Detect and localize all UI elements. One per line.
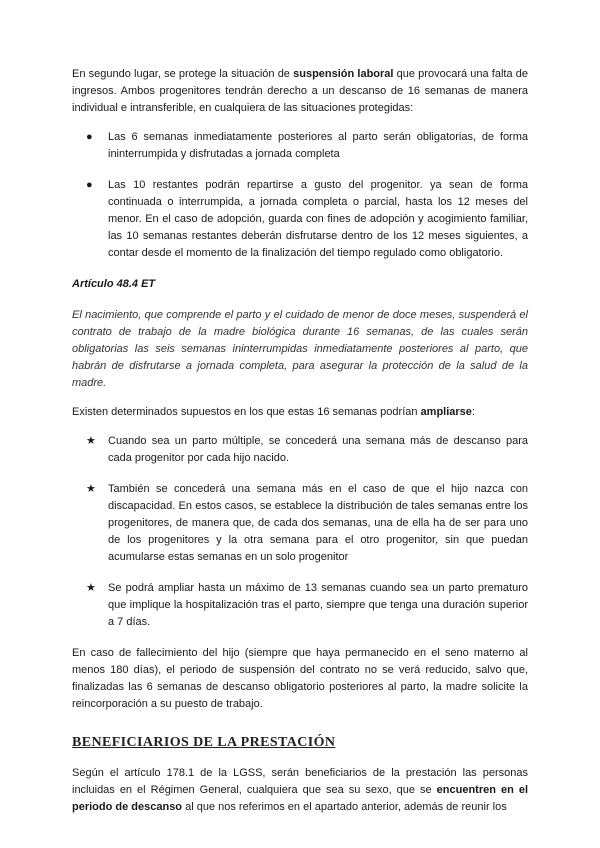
death-paragraph: En caso de fallecimiento del hijo (siempre que haya permanecido en el seno materno al menos 180 días), el periodo de suspensión del contrato no se verá reducido, salvo que, finalizadas las 6 semanas de descanso obligatorio posteriores al parto, la madre solicite la reincorporación a su puesto de trabajo. <box>72 647 528 710</box>
list-item-text: Las 10 restantes podrán repartirse a gusto del progenitor. ya sean de forma continuada o interrumpida, a jornada completa o parcial, hasta los 12 meses del menor. En el caso de adopción, guarda con fines de adopción y acogimiento familiar, las 10 semanas restantes deberán disfrutarse dentro de los 12 meses siguientes, a contar desde el momento de la finalización del tiempo regulado como obligatorio. <box>108 179 528 259</box>
list-item <box>72 481 528 566</box>
list-item-text: Cuando sea un parto múltiple, se concederá una semana más de descanso para cada progenitor por cada hijo nacido. <box>108 435 528 464</box>
intro-text-end: que provocará una falta de ingresos. Ambos progenitores tendrán derecho a un descanso de 16 semanas de manera individual e intransferible, en cualquiera de las situaciones protegidas: <box>72 68 529 114</box>
star-icon: ★ <box>86 435 96 447</box>
intro-text-start: En segundo lugar, se protege la situación de <box>72 68 294 80</box>
star-icon: ★ <box>86 582 96 594</box>
extension-text-end: : <box>471 406 475 418</box>
beneficiaries-paragraph <box>72 765 528 816</box>
bullet-list-protected-situations <box>72 129 528 262</box>
list-item-text: Se podrá ampliar hasta un máximo de 13 semanas cuando sea un parto prematuro que implique la hospitalización tras el parto, siempre que tenga una duración superior a 7 días. <box>108 582 528 628</box>
extension-text-start: Existen determinados supuestos en los que estas 16 semanas podrían <box>72 406 421 418</box>
beneficiaries-bold-term: encuentren en el periodo de descanso <box>72 784 528 813</box>
bullet-dot-icon: ● <box>86 179 93 191</box>
bullet-list-extensions <box>72 433 528 631</box>
beneficiaries-text-end: al que nos referimos en el apartado anterior, además de reunir los <box>182 801 507 813</box>
star-icon: ★ <box>86 483 96 495</box>
list-item <box>72 177 528 262</box>
list-item <box>72 433 528 467</box>
section-heading: BENEFICIARIOS DE LA PRESTACIÓN <box>72 735 336 750</box>
list-item-text: Las 6 semanas inmediatamente posteriores al parto serán obligatorias, de forma ininterrumpida y disfrutadas a jornada completa <box>108 131 528 160</box>
article-quote: El nacimiento, que comprende el parto y el cuidado de menor de doce meses, suspenderá el contrato de trabajo de la madre biológica durante 16 semanas, de las cuales serán obligatorias las seis semanas ininterrumpidas inmediatamente posteriores al parto, que habrán de disfrutarse a jornada completa, para asegurar la protección de la salud de la madre. <box>72 309 528 389</box>
extension-paragraph <box>72 404 528 421</box>
bullet-dot-icon: ● <box>86 131 93 143</box>
extension-bold-term: ampliarse <box>420 406 472 418</box>
list-item-text: También se concederá una semana más en el caso de que el hijo nazca con discapacidad. En estos casos, se establece la distribución de tales semanas entre los progenitores, de manera que, de cada dos semanas, una de ella ha de ser para uno de los progenitores y la otra semana para el otro progenitor, sin que puedan acumularse estas semanas en un solo progenitor <box>108 483 528 563</box>
intro-bold-term: suspensión laboral <box>293 68 394 80</box>
list-item <box>72 580 528 631</box>
article-title: Artículo 48.4 ET <box>72 278 156 290</box>
beneficiaries-text-start: Según el artículo 178.1 de la LGSS, serán beneficiarios de la prestación las personas incluidas en el Régimen General, cualquiera que sea su sexo, que se <box>72 767 528 796</box>
list-item <box>72 129 528 163</box>
intro-paragraph <box>72 66 528 117</box>
